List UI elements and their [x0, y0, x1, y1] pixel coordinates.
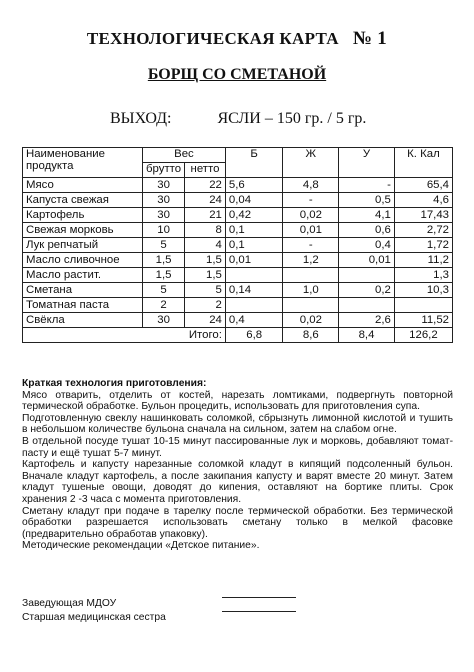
technology-section [22, 378, 453, 552]
cell-zh: 1,0 [283, 283, 339, 298]
table-row [23, 268, 453, 283]
title-text: ТЕХНОЛОГИЧЕСКАЯ КАРТА [86, 29, 339, 48]
cell-brutto: 30 [143, 178, 185, 193]
dish-title [0, 66, 474, 84]
signature-nurse-label: Старшая медицинская сестра [22, 612, 166, 623]
cell-name: Свёкла [23, 313, 143, 328]
cell-u: 4,1 [339, 208, 395, 223]
cell-zh: - [283, 238, 339, 253]
cell-name: Капуста свежая [23, 193, 143, 208]
header-u: У [339, 148, 395, 178]
output-value: ЯСЛИ – 150 гр. / 5 гр. [217, 110, 367, 127]
cell-u [339, 298, 395, 313]
dish-name: БОРЩ СО СМЕТАНОЙ [147, 66, 327, 83]
header-zh: Ж [283, 148, 339, 178]
total-kcal: 126,2 [394, 328, 452, 343]
total-zh: 8,6 [283, 328, 339, 343]
cell-name: Мясо [23, 178, 143, 193]
cell-b: 0,04 [225, 193, 283, 208]
cell-b: 0,4 [225, 313, 283, 328]
cell-kcal: 4,6 [394, 193, 452, 208]
cell-u: 2,6 [339, 313, 395, 328]
cell-name: Картофель [23, 208, 143, 223]
header-weight: Вес [143, 148, 226, 163]
cell-b [225, 268, 283, 283]
total-b: 6,8 [225, 328, 283, 343]
cell-u: 0,6 [339, 223, 395, 238]
technology-paragraph: Методические рекомендации «Детское питание». [22, 540, 260, 552]
technology-paragraph: Подготовленную свеклу нашинковать соломкой, сбрызнуть лимонной кислотой и тушить в небольшом количестве бульона сначала на сильном, затем на слабом огне. [22, 412, 453, 436]
cell-name: Томатная паста [23, 298, 143, 313]
cell-netto: 2 [185, 298, 226, 313]
cell-brutto: 30 [143, 313, 185, 328]
cell-netto: 21 [185, 208, 226, 223]
header-b: Б [225, 148, 283, 178]
cell-kcal: 65,4 [394, 178, 452, 193]
total-label: Итого: [23, 328, 226, 343]
cell-netto: 1,5 [185, 268, 226, 283]
cell-brutto: 2 [143, 298, 185, 313]
cell-brutto: 10 [143, 223, 185, 238]
cell-brutto: 30 [143, 208, 185, 223]
cell-name: Масло растит. [23, 268, 143, 283]
cell-b: 0,1 [225, 238, 283, 253]
cell-u: 0,2 [339, 283, 395, 298]
cell-kcal: 17,43 [394, 208, 452, 223]
cell-zh: 4,8 [283, 178, 339, 193]
cell-brutto: 30 [143, 193, 185, 208]
table-row [23, 253, 453, 268]
header-netto: нетто [185, 163, 226, 178]
cell-brutto: 1,5 [143, 253, 185, 268]
cell-kcal: 1,72 [394, 238, 452, 253]
cell-u: 0,4 [339, 238, 395, 253]
cell-kcal: 10,3 [394, 283, 452, 298]
ingredients-table [22, 147, 453, 343]
cell-zh: 0,01 [283, 223, 339, 238]
technology-paragraph: Сметану кладут при подаче в тарелку после термической обработки. Без термической обработки разрешается использовать сметану только в мелкой фасовке (предварительно обработав упаковку). [22, 505, 453, 540]
table-row [23, 223, 453, 238]
table-header-row [23, 148, 453, 163]
cell-b: 0,14 [225, 283, 283, 298]
cell-zh: - [283, 193, 339, 208]
cell-netto: 5 [185, 283, 226, 298]
cell-b: 5,6 [225, 178, 283, 193]
cell-netto: 8 [185, 223, 226, 238]
cell-kcal: 2,72 [394, 223, 452, 238]
total-u: 8,4 [339, 328, 395, 343]
card-number: № 1 [352, 28, 388, 49]
cell-zh [283, 298, 339, 313]
technology-paragraph: Картофель и капусту нарезанные соломкой кладут в кипящий подсоленный бульон. Вначале кладут картофель, а после закипания капусту и варят вместе 20 минут. Затем кладут тушеные овощи, доводят до кипения, оставляют на бортике плиты. Срок хранения 2 -3 часа с момента приготовления. [22, 459, 453, 505]
cell-zh: 0,02 [283, 208, 339, 223]
cell-b [225, 298, 283, 313]
cell-zh: 1,2 [283, 253, 339, 268]
header-brutto: брутто [143, 163, 185, 178]
header-product: Наименование продукта [23, 148, 143, 178]
cell-u: - [339, 178, 395, 193]
cell-kcal: 11,52 [394, 313, 452, 328]
header-kcal: К. Кал [394, 148, 452, 178]
cell-netto: 22 [185, 178, 226, 193]
cell-zh: 0,02 [283, 313, 339, 328]
table-row [23, 193, 453, 208]
total-row [23, 328, 453, 343]
table-row [23, 298, 453, 313]
document-title [0, 28, 474, 50]
cell-netto: 24 [185, 313, 226, 328]
cell-brutto: 5 [143, 283, 185, 298]
technology-paragraph: Мясо отварить, отделить от костей, нарезать ломтиками, подвергнуть повторной термической обработке. Бульон процедить, использовать для приготовления супа. [22, 389, 453, 413]
output-line [110, 110, 366, 128]
table-row [23, 283, 453, 298]
cell-u: 0,01 [339, 253, 395, 268]
cell-name: Свежая морковь [23, 223, 143, 238]
table-row [23, 238, 453, 253]
cell-name: Сметана [23, 283, 143, 298]
cell-kcal: 11,2 [394, 253, 452, 268]
output-label: ВЫХОД: [110, 110, 172, 127]
cell-name: Лук репчатый [23, 238, 143, 253]
cell-u [339, 268, 395, 283]
cell-brutto: 5 [143, 238, 185, 253]
technology-paragraph: В отдельной посуде тушат 10-15 минут пассированные лук и морковь, добавляют томат-пасту и ещё тушат 5-7 минут. [22, 435, 453, 459]
cell-u: 0,5 [339, 193, 395, 208]
cell-brutto: 1,5 [143, 268, 185, 283]
cell-kcal [394, 298, 452, 313]
technology-heading: Краткая технология приготовления: [22, 378, 207, 389]
cell-zh [283, 268, 339, 283]
table-row [23, 208, 453, 223]
cell-netto: 24 [185, 193, 226, 208]
table-row [23, 313, 453, 328]
cell-netto: 4 [185, 238, 226, 253]
cell-name: Масло сливочное [23, 253, 143, 268]
cell-kcal: 1,3 [394, 268, 452, 283]
signature-head-line [222, 597, 296, 598]
signature-nurse-line [222, 611, 296, 612]
cell-netto: 1,5 [185, 253, 226, 268]
table-row [23, 178, 453, 193]
signature-head-label: Заведующая МДОУ [22, 598, 117, 609]
cell-b: 0,1 [225, 223, 283, 238]
cell-b: 0,01 [225, 253, 283, 268]
cell-b: 0,42 [225, 208, 283, 223]
